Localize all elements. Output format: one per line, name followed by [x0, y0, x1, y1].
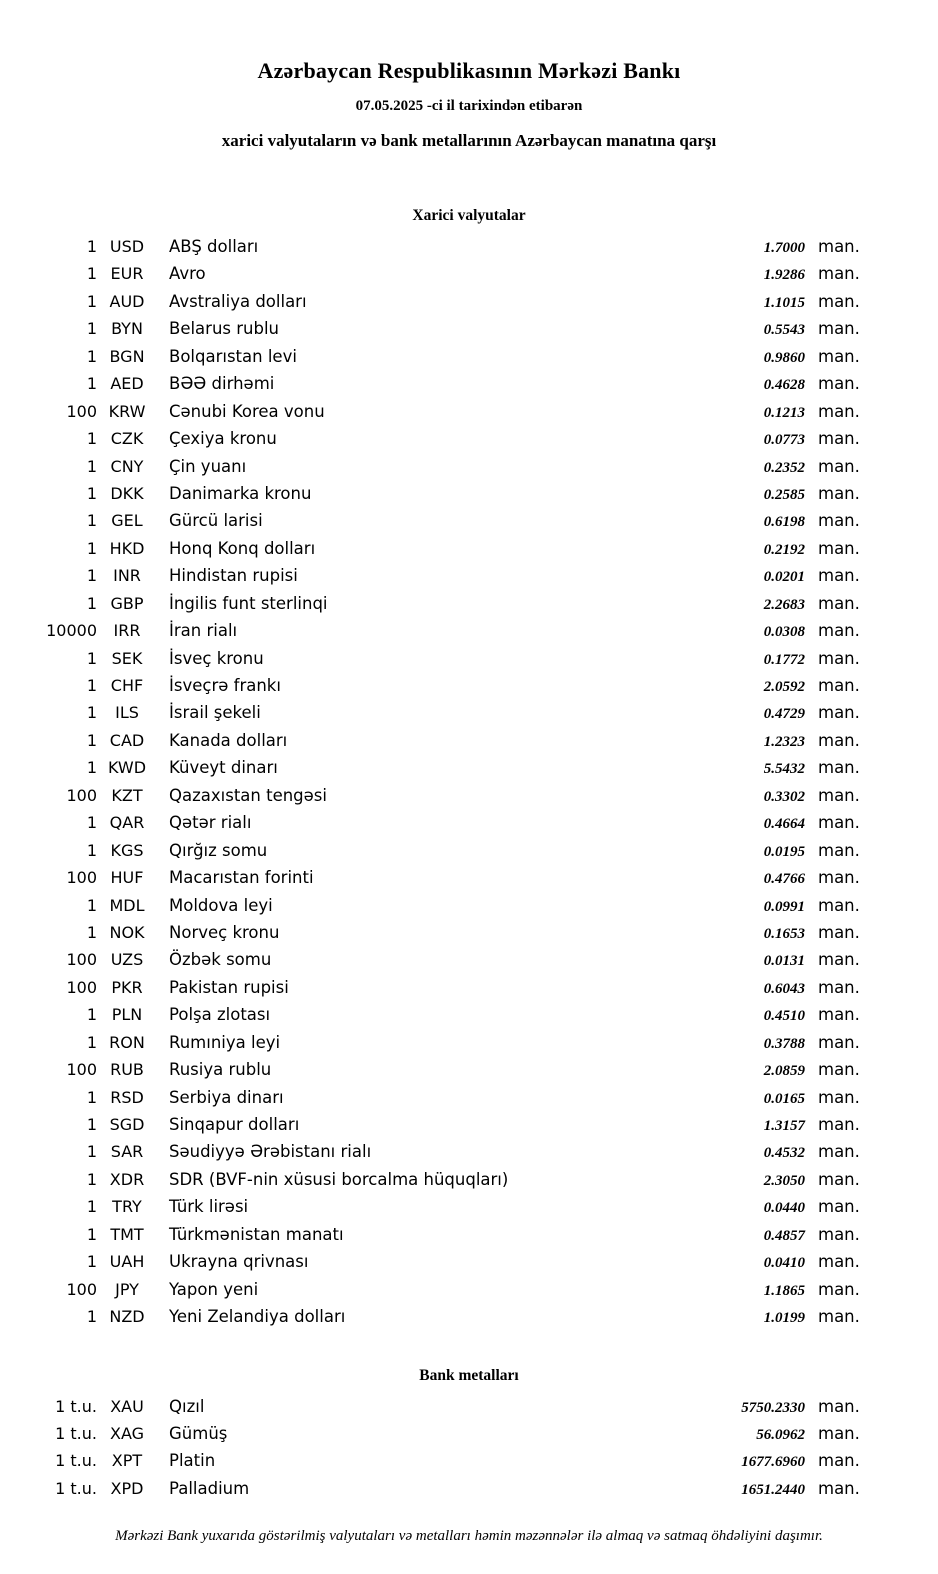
unit-cell: man. [818, 648, 860, 668]
currency-row [0, 1221, 938, 1248]
unit-cell: man. [818, 1115, 860, 1134]
rate-cell: 1651.2440 [741, 1481, 805, 1498]
currency-row [0, 425, 938, 452]
currency-name-cell: İsveçrə frankı [169, 676, 281, 695]
currency-name-cell: İran rialı [169, 621, 238, 641]
unit-cell: man. [818, 237, 860, 256]
rate-cell: 0.0308 [763, 624, 805, 641]
currency-row [0, 1166, 938, 1193]
currency-row [0, 672, 938, 699]
currency-row [0, 1193, 938, 1220]
currency-row [0, 1138, 938, 1165]
quantity-cell: 1 [86, 319, 97, 339]
currency-code-cell: NOK [109, 922, 145, 942]
currency-code-cell: CNY [110, 456, 144, 476]
unit-cell: man. [818, 1451, 860, 1471]
currency-row [0, 892, 938, 919]
currency-code-cell: HUF [110, 868, 144, 888]
currency-row [0, 1248, 938, 1275]
currency-code-cell: TMT [110, 1224, 144, 1244]
currency-name-cell: İsveç kronu [169, 648, 264, 668]
currency-row [0, 645, 938, 672]
currency-code-cell: HKD [109, 538, 145, 558]
currency-row [0, 1111, 938, 1138]
currency-row [0, 453, 938, 480]
currency-name-cell: SDR (BVF-nin xüsusi borcalma hüquqları) [169, 1169, 509, 1189]
currency-code-cell: SAR [110, 1142, 144, 1162]
currency-code-cell: AUD [109, 291, 145, 311]
currency-code-cell: KWD [107, 758, 147, 778]
currency-code-cell: KRW [108, 401, 146, 421]
metal-code-cell: XAG [109, 1423, 145, 1443]
rate-cell: 1.2323 [763, 733, 805, 750]
rate-cell: 56.0962 [756, 1426, 805, 1443]
currency-row [0, 343, 938, 370]
unit-cell: man. [818, 1252, 860, 1272]
currency-code-cell: XDR [109, 1169, 145, 1189]
rate-cell: 2.2683 [763, 596, 805, 613]
currency-row [0, 974, 938, 1001]
rate-cell: 0.4729 [763, 706, 805, 723]
currency-name-cell: Cənubi Korea vonu [169, 401, 325, 421]
currency-code-cell: KGS [110, 840, 144, 860]
currency-row [0, 864, 938, 891]
quantity-cell: 100 [66, 950, 97, 970]
rate-cell: 0.3302 [763, 788, 805, 805]
quantity-cell: 1 [86, 1087, 97, 1107]
unit-cell: man. [818, 977, 860, 997]
currency-code-cell: AED [110, 374, 144, 394]
metal-name-cell: Palladium [169, 1478, 250, 1498]
currency-table [0, 233, 938, 1331]
unit-cell: man. [818, 895, 860, 915]
currency-name-cell: Özbək somu [169, 950, 272, 970]
currency-name-cell: Rumıniya leyi [169, 1032, 281, 1052]
currency-code-cell: CZK [110, 429, 144, 449]
currency-name-cell: Danimarka kronu [169, 483, 312, 503]
rate-cell: 5750.2330 [741, 1399, 805, 1416]
metal-code-cell: XAU [110, 1396, 144, 1416]
currency-name-cell: Qətər rialı [169, 813, 252, 833]
currency-code-cell: KZT [111, 785, 143, 805]
unit-cell: man. [818, 730, 860, 750]
currency-code-cell: SGD [109, 1115, 145, 1134]
currency-name-cell: Serbiya dinarı [169, 1087, 284, 1107]
quantity-cell: 10000 [46, 621, 97, 641]
quantity-cell: 1 [86, 264, 97, 284]
quantity-cell: 100 [66, 785, 97, 805]
unit-cell: man. [818, 538, 860, 558]
disclaimer-note: Mərkəzi Bank yuxarıda göstərilmiş valyutaları və metalları həmin məzənnələr ilə almaq və satmaq öhdəliyini daşımır. [115, 1528, 823, 1545]
currency-code-cell: MDL [109, 895, 145, 915]
metal-name-cell: Gümüş [169, 1423, 228, 1443]
currency-row [0, 1056, 938, 1083]
currency-row [0, 1276, 938, 1303]
quantity-cell: 1 [86, 813, 97, 833]
currency-row [0, 837, 938, 864]
rate-cell: 2.3050 [763, 1172, 805, 1189]
unit-cell: man. [818, 1279, 860, 1299]
unit-cell: man. [818, 1005, 860, 1025]
rate-cell: 0.6198 [763, 514, 805, 531]
quantity-cell: 1 [86, 703, 97, 723]
currency-code-cell: QAR [109, 813, 145, 833]
metal-code-cell: XPT [111, 1451, 143, 1471]
quantity-cell: 1 [86, 511, 97, 531]
currency-name-cell: Bolqarıstan levi [169, 346, 297, 366]
quantity-cell: 1 [86, 730, 97, 750]
currency-row [0, 288, 938, 315]
currency-code-cell: PLN [111, 1005, 143, 1025]
rate-cell: 0.0165 [763, 1090, 805, 1107]
currencies-section-heading: Xarici valyutalar [412, 207, 526, 224]
quantity-cell: 1 [86, 291, 97, 311]
currency-name-cell: Səudiyyə Ərəbistanı rialı [169, 1142, 372, 1162]
rate-cell: 2.0859 [763, 1063, 805, 1080]
unit-cell: man. [818, 1396, 860, 1416]
rate-cell: 0.4628 [763, 377, 805, 394]
currency-row [0, 727, 938, 754]
rate-cell: 0.2352 [763, 459, 805, 476]
currency-row [0, 754, 938, 781]
currency-code-cell: RON [109, 1032, 145, 1052]
unit-cell: man. [818, 483, 860, 503]
currency-row [0, 1303, 938, 1330]
currency-name-cell: Macarıstan forinti [169, 868, 314, 888]
quantity-cell: 1 [86, 237, 97, 256]
unit-cell: man. [818, 429, 860, 449]
quantity-cell: 1 t.u. [55, 1478, 97, 1498]
currency-name-cell: Çin yuanı [169, 456, 247, 476]
quantity-cell: 1 [86, 1169, 97, 1189]
rate-cell: 1.7000 [763, 240, 805, 256]
currency-row [0, 946, 938, 973]
currency-code-cell: RUB [110, 1060, 144, 1080]
metal-code-cell: XPD [110, 1478, 144, 1498]
page-title: Azərbaycan Respublikasının Mərkəzi Bankı [257, 58, 681, 83]
rate-cell: 0.6043 [763, 980, 805, 997]
quantity-cell: 1 t.u. [55, 1396, 97, 1416]
quantity-cell: 1 [86, 346, 97, 366]
currency-code-cell: RSD [110, 1087, 144, 1107]
unit-cell: man. [818, 1224, 860, 1244]
currency-code-cell: UZS [110, 950, 144, 970]
rate-cell: 1.1865 [763, 1282, 805, 1299]
unit-cell: man. [818, 1197, 860, 1217]
currency-row [0, 562, 938, 589]
currency-code-cell: JPY [115, 1279, 139, 1299]
quantity-cell: 1 [86, 758, 97, 778]
metal-row [0, 1393, 938, 1420]
metal-name-cell: Platin [169, 1451, 216, 1471]
unit-cell: man. [818, 868, 860, 888]
unit-cell: man. [818, 703, 860, 723]
unit-cell: man. [818, 1169, 860, 1189]
rate-cell: 0.4857 [763, 1227, 805, 1244]
rate-cell: 0.4766 [763, 871, 805, 888]
currency-code-cell: SEK [111, 648, 143, 668]
rate-cell: 0.0991 [763, 898, 805, 915]
unit-cell: man. [818, 922, 860, 942]
currency-code-cell: NZD [109, 1307, 145, 1327]
rate-cell: 2.0592 [763, 679, 805, 695]
currency-name-cell: Qazaxıstan tengəsi [169, 785, 327, 805]
rate-cell: 0.0440 [763, 1200, 805, 1217]
currency-row [0, 370, 938, 397]
quantity-cell: 1 [86, 676, 97, 695]
effective-date: 07.05.2025 -ci il tarixindən etibarən [355, 98, 583, 114]
currency-code-cell: BGN [109, 346, 145, 366]
quantity-cell: 1 [86, 1005, 97, 1025]
quantity-cell: 100 [66, 868, 97, 888]
quantity-cell: 1 t.u. [55, 1451, 97, 1471]
currency-code-cell: EUR [110, 264, 144, 284]
bulletin-header [0, 0, 938, 151]
currency-code-cell: BYN [111, 319, 143, 339]
quantity-cell: 1 [86, 1032, 97, 1052]
quantity-cell: 1 [86, 593, 97, 613]
unit-cell: man. [818, 264, 860, 284]
rate-cell: 0.2192 [763, 541, 805, 558]
rate-cell: 1.3157 [763, 1118, 805, 1134]
currency-row [0, 507, 938, 534]
rate-cell: 0.5543 [763, 322, 805, 339]
unit-cell: man. [818, 291, 860, 311]
currency-name-cell: Qırğız somu [169, 840, 268, 860]
currency-code-cell: DKK [110, 483, 144, 503]
quantity-cell: 1 [86, 1142, 97, 1162]
unit-cell: man. [818, 813, 860, 833]
currency-row [0, 260, 938, 287]
currency-name-cell: Yapon yeni [169, 1279, 259, 1299]
quantity-cell: 1 [86, 895, 97, 915]
quantity-cell: 1 [86, 456, 97, 476]
quantity-cell: 1 [86, 1224, 97, 1244]
quantity-cell: 100 [66, 1060, 97, 1080]
currency-name-cell: Polşa zlotası [169, 1005, 271, 1025]
rate-cell: 5.5432 [763, 761, 805, 778]
unit-cell: man. [818, 1142, 860, 1162]
unit-cell: man. [818, 950, 860, 970]
rate-cell: 1.9286 [763, 267, 805, 284]
currency-name-cell: Ukrayna qrivnası [169, 1252, 309, 1272]
currency-name-cell: Norveç kronu [169, 922, 280, 942]
currency-code-cell: USD [109, 237, 145, 256]
unit-cell: man. [818, 840, 860, 860]
metal-row [0, 1420, 938, 1447]
unit-cell: man. [818, 758, 860, 778]
quantity-cell: 1 [86, 1307, 97, 1327]
rate-cell: 0.0773 [763, 432, 805, 449]
quantity-cell: 1 [86, 566, 97, 586]
currency-row [0, 535, 938, 562]
quantity-cell: 1 t.u. [55, 1423, 97, 1443]
unit-cell: man. [818, 511, 860, 531]
currency-row [0, 617, 938, 644]
quantity-cell: 1 [86, 429, 97, 449]
rate-cell: 0.9860 [763, 349, 805, 366]
currency-code-cell: TRY [112, 1197, 142, 1217]
currency-name-cell: Moldova leyi [169, 895, 273, 915]
quantity-cell: 100 [66, 977, 97, 997]
quantity-cell: 1 [86, 922, 97, 942]
unit-cell: man. [818, 1032, 860, 1052]
currency-name-cell: Gürcü larisi [169, 511, 263, 531]
unit-cell: man. [818, 593, 860, 613]
currency-name-cell: Rusiya rublu [169, 1060, 272, 1080]
rate-cell: 0.1653 [763, 925, 805, 942]
currency-code-cell: UAH [109, 1252, 145, 1272]
currency-name-cell: Türk lirəsi [169, 1197, 249, 1217]
rate-cell: 0.4532 [763, 1145, 805, 1162]
currency-name-cell: Çexiya kronu [169, 429, 277, 449]
quantity-cell: 100 [66, 401, 97, 421]
rate-cell: 1.1015 [763, 294, 805, 311]
rate-cell: 0.4664 [763, 816, 805, 833]
currency-name-cell: Sinqapur dolları [169, 1115, 300, 1134]
rate-cell: 0.0195 [763, 843, 805, 860]
rate-cell: 1.0199 [763, 1310, 805, 1327]
currency-code-cell: IRR [113, 621, 141, 641]
currency-name-cell: İngilis funt sterlinqi [169, 593, 328, 613]
unit-cell: man. [818, 1060, 860, 1080]
quantity-cell: 1 [86, 483, 97, 503]
currency-name-cell: BƏƏ dirhəmi [169, 374, 275, 394]
quantity-cell: 1 [86, 374, 97, 394]
currency-code-cell: GBP [110, 593, 144, 613]
currency-name-cell: İsrail şekeli [169, 703, 261, 723]
metal-row [0, 1475, 938, 1502]
currency-name-cell: ABŞ dolları [169, 237, 259, 256]
unit-cell: man. [818, 785, 860, 805]
currency-row [0, 919, 938, 946]
currency-code-cell: ILS [115, 703, 139, 723]
quantity-cell: 1 [86, 648, 97, 668]
unit-cell: man. [818, 566, 860, 586]
currency-row [0, 233, 938, 260]
rate-cell: 0.0131 [763, 953, 805, 970]
currency-name-cell: Avstraliya dolları [169, 291, 307, 311]
currency-code-cell: INR [113, 566, 141, 586]
quantity-cell: 1 [86, 1252, 97, 1272]
currency-row [0, 782, 938, 809]
currency-row [0, 398, 938, 425]
currency-code-cell: CAD [109, 730, 145, 750]
rate-cell: 0.0201 [763, 569, 805, 586]
unit-cell: man. [818, 1307, 860, 1327]
metal-row [0, 1447, 938, 1474]
metals-table [0, 1393, 938, 1503]
page-subtitle: xarici valyutaların və bank metallarının Azərbaycan manatına qarşı [221, 131, 717, 150]
unit-cell: man. [818, 456, 860, 476]
quantity-cell: 1 [86, 840, 97, 860]
currency-row [0, 315, 938, 342]
currency-name-cell: Hindistan rupisi [169, 566, 298, 586]
unit-cell: man. [818, 374, 860, 394]
currency-code-cell: CHF [110, 676, 144, 695]
unit-cell: man. [818, 676, 860, 695]
currency-name-cell: Honq Konq dolları [169, 538, 316, 558]
unit-cell: man. [818, 346, 860, 366]
rate-cell: 1677.6960 [741, 1454, 805, 1471]
unit-cell: man. [818, 1087, 860, 1107]
quantity-cell: 1 [86, 1197, 97, 1217]
quantity-cell: 1 [86, 538, 97, 558]
currency-code-cell: PKR [111, 977, 143, 997]
rate-cell: 0.1213 [763, 404, 805, 421]
rate-cell: 0.0410 [763, 1255, 805, 1272]
rate-cell: 0.1772 [763, 651, 805, 668]
currency-name-cell: Pakistan rupisi [169, 977, 289, 997]
unit-cell: man. [818, 621, 860, 641]
currency-row [0, 590, 938, 617]
currency-row [0, 1084, 938, 1111]
unit-cell: man. [818, 1423, 860, 1443]
rate-cell: 0.4510 [763, 1008, 805, 1025]
currency-row [0, 1001, 938, 1028]
currency-name-cell: Türkmənistan manatı [169, 1224, 344, 1244]
currency-row [0, 699, 938, 726]
unit-cell: man. [818, 401, 860, 421]
currency-row [0, 809, 938, 836]
rate-cell: 0.2585 [763, 486, 805, 503]
quantity-cell: 1 [86, 1115, 97, 1134]
currency-name-cell: Belarus rublu [169, 319, 280, 339]
currency-name-cell: Yeni Zelandiya dolları [169, 1307, 346, 1327]
currency-row [0, 480, 938, 507]
currency-name-cell: Küveyt dinarı [169, 758, 278, 778]
metal-name-cell: Qızıl [169, 1396, 205, 1416]
unit-cell: man. [818, 1478, 860, 1498]
currency-name-cell: Kanada dolları [169, 730, 288, 750]
currency-code-cell: GEL [111, 511, 143, 531]
currency-name-cell: Avro [169, 264, 206, 284]
quantity-cell: 100 [66, 1279, 97, 1299]
currency-row [0, 1029, 938, 1056]
metals-section-heading: Bank metalları [419, 1366, 519, 1384]
unit-cell: man. [818, 319, 860, 339]
rate-cell: 0.3788 [763, 1035, 805, 1052]
